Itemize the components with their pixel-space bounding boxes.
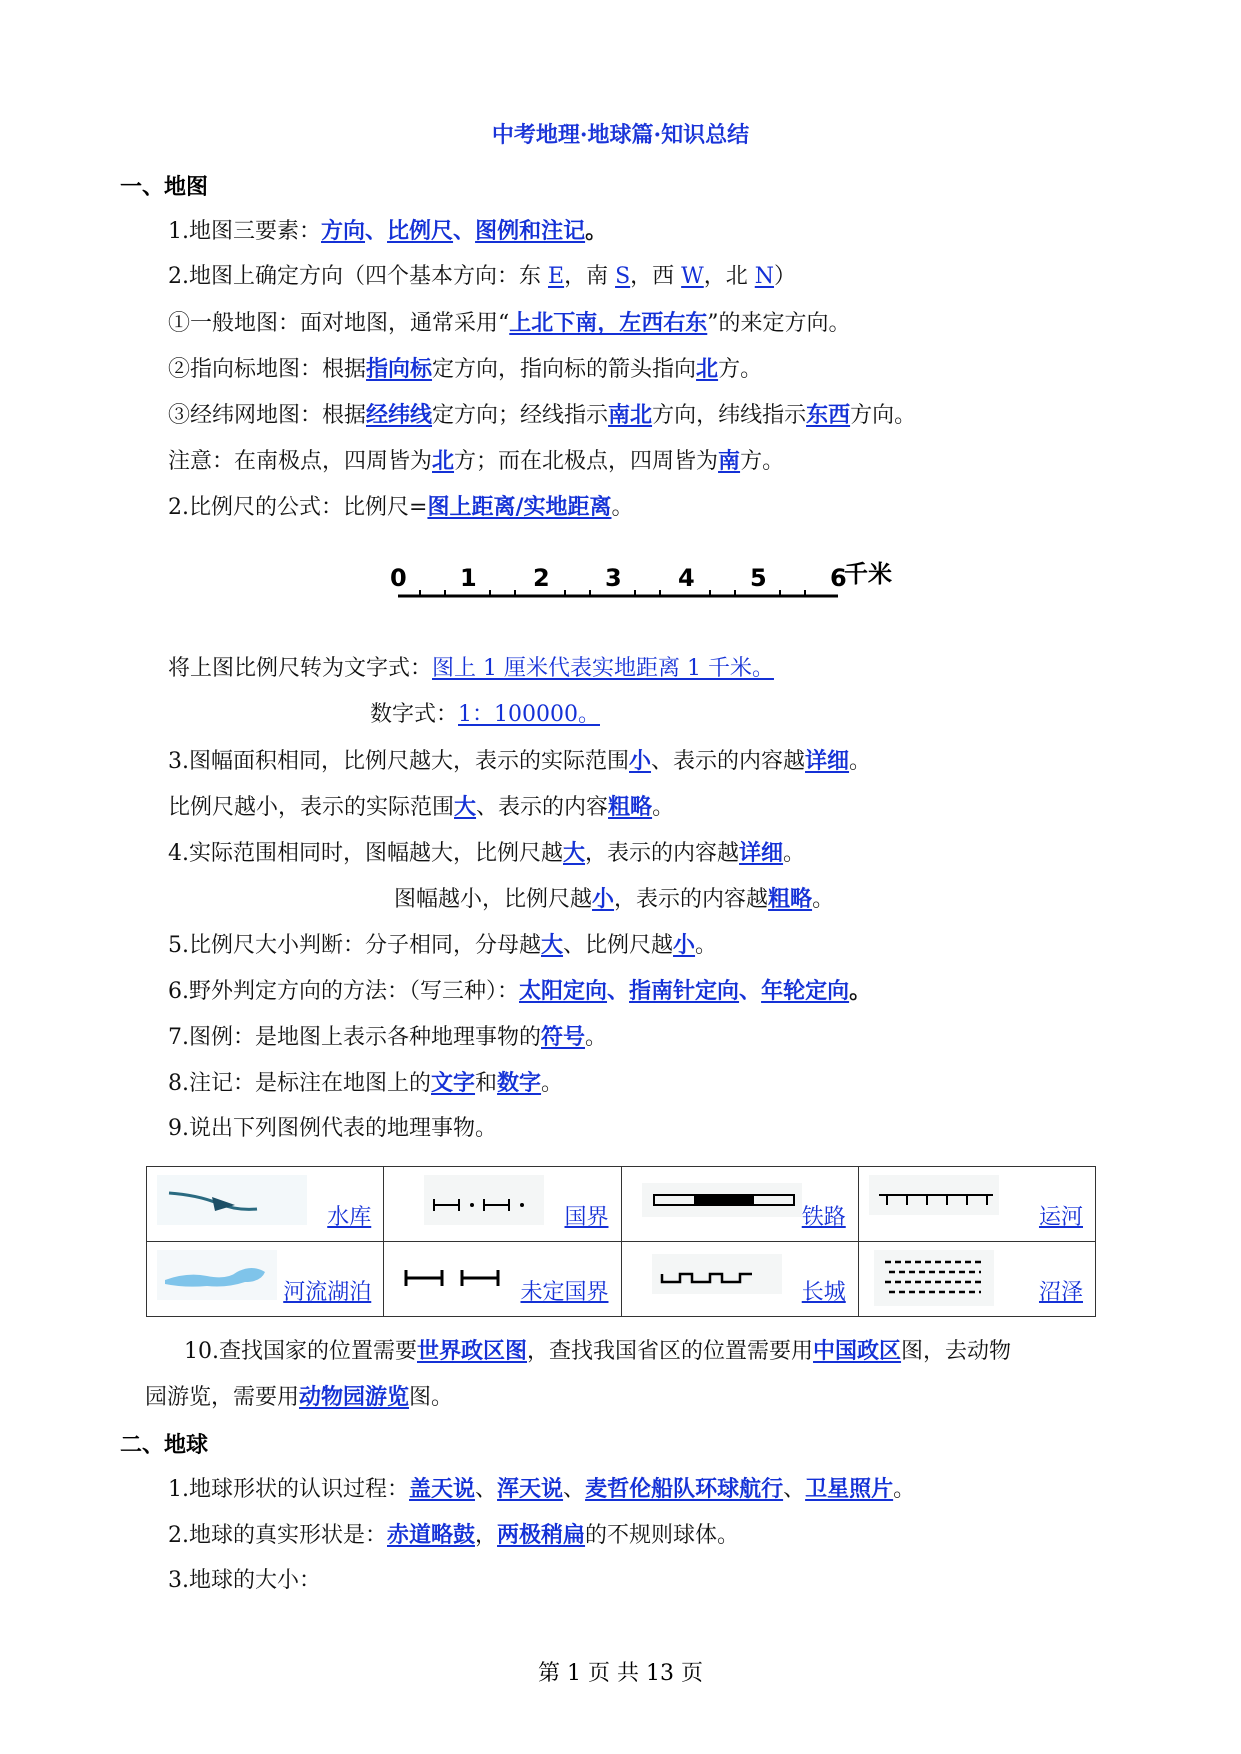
section-heading-earth: 二、地球 bbox=[120, 1432, 209, 1458]
line-scale-rule-4: 4.实际范围相同时，图幅越大，比例尺越大，表示的内容越详细。 bbox=[168, 840, 806, 866]
legend-cell-river-lake bbox=[147, 1242, 384, 1317]
line-poles-note: 注意：在南极点，四周皆为北方；而在北极点，四周皆为南方。 bbox=[168, 448, 785, 474]
legend-label: 国界 bbox=[564, 1205, 609, 1230]
legend-cell-border bbox=[384, 1167, 621, 1242]
line-map-elements: 1.地图三要素：方向、比例尺、图例和注记。 bbox=[168, 218, 608, 244]
legend-cell-great-wall bbox=[621, 1242, 858, 1317]
line-scale-formula: 2.比例尺的公式：比例尺=图上距离/实地距离。 bbox=[168, 494, 634, 520]
line-legend-def: 7.图例：是地图上表示各种地理事物的符号。 bbox=[168, 1024, 608, 1050]
legend-label: 河流湖泊 bbox=[283, 1280, 372, 1305]
legend-cell-reservoir bbox=[147, 1167, 384, 1242]
railway-symbol-icon bbox=[632, 1175, 802, 1225]
line-notes-def: 8.注记：是标注在地图上的文字和数字。 bbox=[168, 1070, 564, 1096]
line-scale-rule-3: 3.图幅面积相同，比例尺越大，表示的实际范围小、表示的内容越详细。 bbox=[168, 748, 872, 774]
line-pointer-map: ②指向标地图：根据指向标定方向，指向标的箭头指向北方。 bbox=[168, 356, 763, 382]
line-scale-rule-5: 5.比例尺大小判断：分子相同，分母越大、比例尺越小。 bbox=[168, 932, 718, 958]
scale-tick-label: 0 bbox=[390, 564, 407, 592]
legend-label: 未定国界 bbox=[520, 1280, 609, 1305]
line-scale-rule-4b: 图幅越小，比例尺越小，表示的内容越粗略。 bbox=[394, 886, 835, 912]
legend-cell-railway bbox=[621, 1167, 858, 1242]
legend-cell-undetermined-border bbox=[384, 1242, 621, 1317]
national-border-symbol-icon bbox=[394, 1175, 544, 1225]
scale-unit-label: 千米 bbox=[844, 560, 892, 588]
line-directions: 2.地图上确定方向（四个基本方向：东 E，南 S，西 W，北 N） bbox=[168, 264, 797, 289]
line-grid-map: ③经纬网地图：根据经纬线定方向；经线指示南北方向，纬线指示东西方向。 bbox=[168, 402, 917, 428]
line-legend-question: 9.说出下列图例代表的地理事物。 bbox=[168, 1116, 497, 1141]
scale-tick-label: 3 bbox=[605, 564, 622, 592]
line-general-map: ①一般地图：面对地图，通常采用“上北下南，左西右东”的来定方向。 bbox=[168, 310, 851, 336]
line-earth-true-shape: 2.地球的真实形状是：赤道略鼓，两极稍扁的不规则球体。 bbox=[168, 1522, 740, 1548]
reservoir-symbol-icon bbox=[157, 1175, 307, 1225]
legend-label: 运河 bbox=[1038, 1205, 1083, 1230]
line-map-types-cont: 园游览，需要用动物园游览图。 bbox=[145, 1384, 454, 1410]
page-title: 中考地理·地球篇·知识总结 bbox=[491, 122, 750, 148]
legend-table bbox=[146, 1166, 1096, 1317]
scale-tick-label: 4 bbox=[678, 564, 695, 592]
legend-cell-canal bbox=[858, 1167, 1095, 1242]
scale-bar-figure bbox=[390, 556, 910, 608]
legend-label: 沼泽 bbox=[1038, 1280, 1083, 1305]
line-scale-numeric-form: 数字式：1：100000。 bbox=[370, 702, 600, 727]
line-earth-shape-history: 1.地球形状的认识过程：盖天说、浑天说、麦哲伦船队环球航行、卫星照片。 bbox=[168, 1476, 916, 1502]
line-earth-size: 3.地球的大小： bbox=[168, 1568, 321, 1593]
line-map-types: 10.查找国家的位置需要世界政区图，查找我国省区的位置需要用中国政区图，去动物 bbox=[184, 1338, 1012, 1364]
canal-symbol-icon bbox=[869, 1175, 1019, 1225]
scale-tick-label: 6 bbox=[830, 564, 847, 592]
section-heading-map: 一、地图 bbox=[120, 174, 209, 200]
scale-tick-label: 5 bbox=[750, 564, 767, 592]
line-scale-text-form: 将上图比例尺转为文字式：图上 1 厘米代表实地距离 1 千米。 bbox=[168, 656, 774, 681]
scale-tick-label: 1 bbox=[460, 564, 477, 592]
legend-cell-swamp bbox=[858, 1242, 1095, 1317]
page-footer: 第 1 页 共 13 页 bbox=[538, 1661, 703, 1686]
scale-tick-label: 2 bbox=[533, 564, 550, 592]
legend-label: 铁路 bbox=[801, 1205, 846, 1230]
legend-label: 水库 bbox=[327, 1205, 372, 1230]
swamp-symbol-icon bbox=[869, 1250, 1019, 1310]
legend-label: 长城 bbox=[801, 1280, 846, 1305]
great-wall-symbol-icon bbox=[632, 1250, 782, 1300]
line-field-direction: 6.野外判定方向的方法：（写三种）：太阳定向、指南针定向、年轮定向。 bbox=[168, 978, 872, 1004]
line-scale-rule-3b: 比例尺越小，表示的实际范围大、表示的内容粗略。 bbox=[168, 794, 675, 820]
